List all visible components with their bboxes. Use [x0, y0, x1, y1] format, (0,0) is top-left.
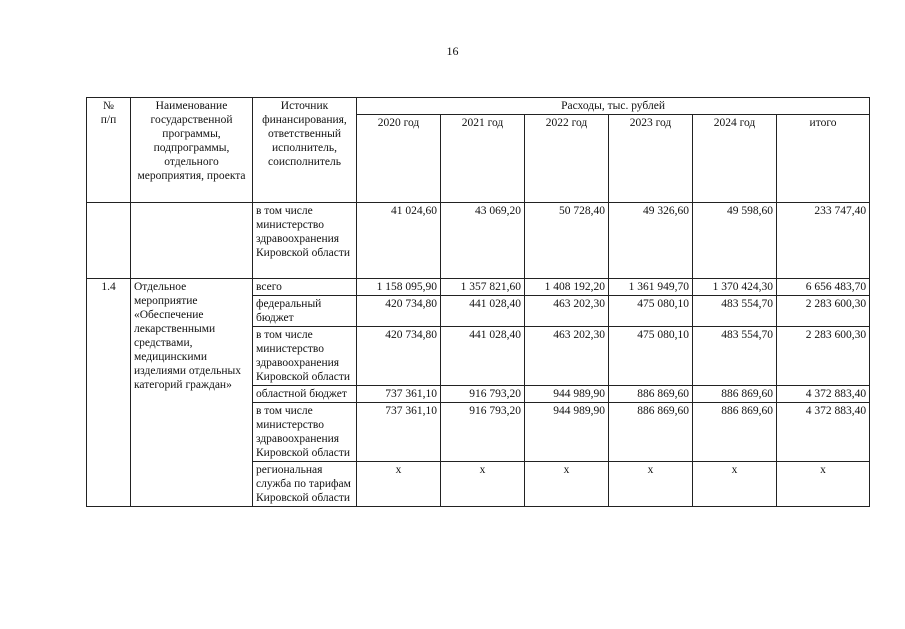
value-cell: х: [693, 462, 777, 507]
value-cell: 41 024,60: [357, 203, 441, 279]
value-cell: 886 869,60: [609, 403, 693, 462]
value-cell: 1 408 192,20: [525, 279, 609, 296]
source-cell: в том числе министерство здравоохранения Кировской области: [253, 403, 357, 462]
value-cell: х: [777, 462, 870, 507]
empty-cell: [87, 203, 131, 279]
value-cell: х: [525, 462, 609, 507]
source-cell: в том числе министерство здравоохранения Кировской области: [253, 203, 357, 279]
header-expenses: Расходы, тыс. рублей: [357, 98, 870, 115]
table-row: [87, 279, 870, 296]
value-cell: 50 728,40: [525, 203, 609, 279]
value-cell: 463 202,30: [525, 327, 609, 386]
empty-cell: [131, 203, 253, 279]
value-cell: 886 869,60: [693, 386, 777, 403]
value-cell: 49 598,60: [693, 203, 777, 279]
header-source: Источник финансирования, ответственный исполнитель, соисполнитель: [253, 98, 357, 203]
value-cell: х: [609, 462, 693, 507]
value-cell: 441 028,40: [441, 327, 525, 386]
value-cell: 1 357 821,60: [441, 279, 525, 296]
value-cell: 2 283 600,30: [777, 296, 870, 327]
value-cell: 944 989,90: [525, 386, 609, 403]
source-cell: региональная служба по тарифам Кировской области: [253, 462, 357, 507]
header-year-2021: 2021 год: [441, 115, 525, 203]
value-cell: 475 080,10: [609, 296, 693, 327]
table-row: [87, 203, 870, 279]
item-number: 1.4: [87, 279, 131, 507]
value-cell: 483 554,70: [693, 327, 777, 386]
value-cell: 483 554,70: [693, 296, 777, 327]
value-cell: 6 656 483,70: [777, 279, 870, 296]
source-cell: всего: [253, 279, 357, 296]
value-cell: 4 372 883,40: [777, 403, 870, 462]
value-cell: 43 069,20: [441, 203, 525, 279]
value-cell: х: [441, 462, 525, 507]
value-cell: 886 869,60: [609, 386, 693, 403]
value-cell: 2 283 600,30: [777, 327, 870, 386]
source-cell: областной бюджет: [253, 386, 357, 403]
value-cell: 737 361,10: [357, 403, 441, 462]
header-year-2024: 2024 год: [693, 115, 777, 203]
value-cell: 463 202,30: [525, 296, 609, 327]
header-total: итого: [777, 115, 870, 203]
header-row-1: [87, 98, 870, 115]
value-cell: 233 747,40: [777, 203, 870, 279]
source-cell: федеральный бюджет: [253, 296, 357, 327]
budget-table: [86, 97, 870, 507]
header-name: Наименование государственной программы, подпрограммы, отдельного мероприятия, проекта: [131, 98, 253, 203]
value-cell: х: [357, 462, 441, 507]
value-cell: 49 326,60: [609, 203, 693, 279]
value-cell: 944 989,90: [525, 403, 609, 462]
header-year-2020: 2020 год: [357, 115, 441, 203]
value-cell: 4 372 883,40: [777, 386, 870, 403]
value-cell: 1 361 949,70: [609, 279, 693, 296]
header-year-2022: 2022 год: [525, 115, 609, 203]
header-no: № п/п: [87, 98, 131, 203]
value-cell: 886 869,60: [693, 403, 777, 462]
page-number: 16: [446, 44, 459, 58]
value-cell: 916 793,20: [441, 386, 525, 403]
item-name: Отдельное мероприятие «Обеспечение лекарственными средствами, медицинскими изделиями отдельных категорий граждан»: [131, 279, 253, 507]
value-cell: 420 734,80: [357, 327, 441, 386]
value-cell: 441 028,40: [441, 296, 525, 327]
value-cell: 737 361,10: [357, 386, 441, 403]
value-cell: 1 158 095,90: [357, 279, 441, 296]
source-cell: в том числе министерство здравоохранения Кировской области: [253, 327, 357, 386]
value-cell: 420 734,80: [357, 296, 441, 327]
header-year-2023: 2023 год: [609, 115, 693, 203]
value-cell: 916 793,20: [441, 403, 525, 462]
value-cell: 475 080,10: [609, 327, 693, 386]
value-cell: 1 370 424,30: [693, 279, 777, 296]
